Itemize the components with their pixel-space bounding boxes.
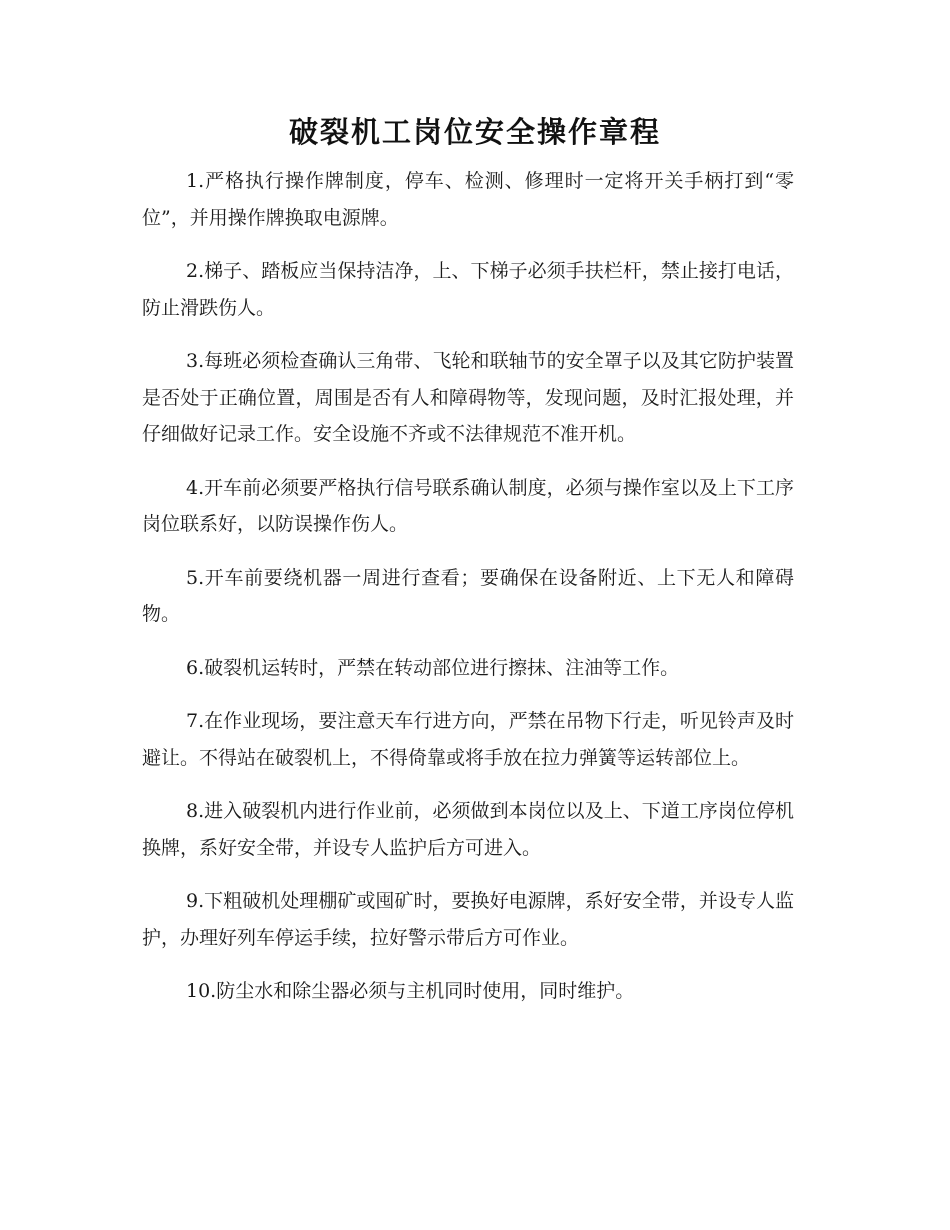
paragraph-10: 10.防尘水和除尘器必须与主机同时使用，同时维护。 [186,980,635,1002]
paragraph-4: 4.开车前必须要严格执行信号联系确认制度，必须与操作室以及上下工序岗位联系好，以防误操作伤人。 [142,476,794,535]
paragraph-3: 3.每班必须检查确认三角带、飞轮和联轴节的安全罩子以及其它防护装置是否处于正确位置，周围是否有人和障碍物等，发现问题，及时汇报处理，并仔细做好记录工作。安全设施不齐或不法律规范不准开机。 [142,350,794,445]
paragraph-7: 7.在作业现场，要注意天车行进方向，严禁在吊物下行走，听见铃声及时避让。不得站在破裂机上，不得倚靠或将手放在拉力弹簧等运转部位上。 [142,710,794,769]
paragraph-1: 1.严格执行操作牌制度，停车、检测、修理时一定将开关手柄打到“零位”，并用操作牌换取电源牌。 [142,170,794,229]
paragraph-9: 9.下粗破机处理棚矿或囤矿时，要换好电源牌，系好安全带，并设专人监护，办理好列车停运手续，拉好警示带后方可作业。 [142,890,794,949]
paragraph-8: 8.进入破裂机内进行作业前，必须做到本岗位以及上、下道工序岗位停机换牌，系好安全带，并设专人监护后方可进入。 [142,800,794,859]
document-body [142,163,794,1027]
page-title: 破裂机工岗位安全操作章程 [288,115,661,149]
paragraph-6: 6.破裂机运转时，严禁在转动部位进行擦抹、注油等工作。 [186,656,680,679]
paragraph-2: 2.梯子、踏板应当保持洁净，上、下梯子必须手扶栏杆，禁止接打电话，防止滑跌伤人。 [142,260,794,319]
paragraph-5: 5.开车前要绕机器一周进行查看；要确保在设备附近、上下无人和障碍物。 [142,566,794,625]
